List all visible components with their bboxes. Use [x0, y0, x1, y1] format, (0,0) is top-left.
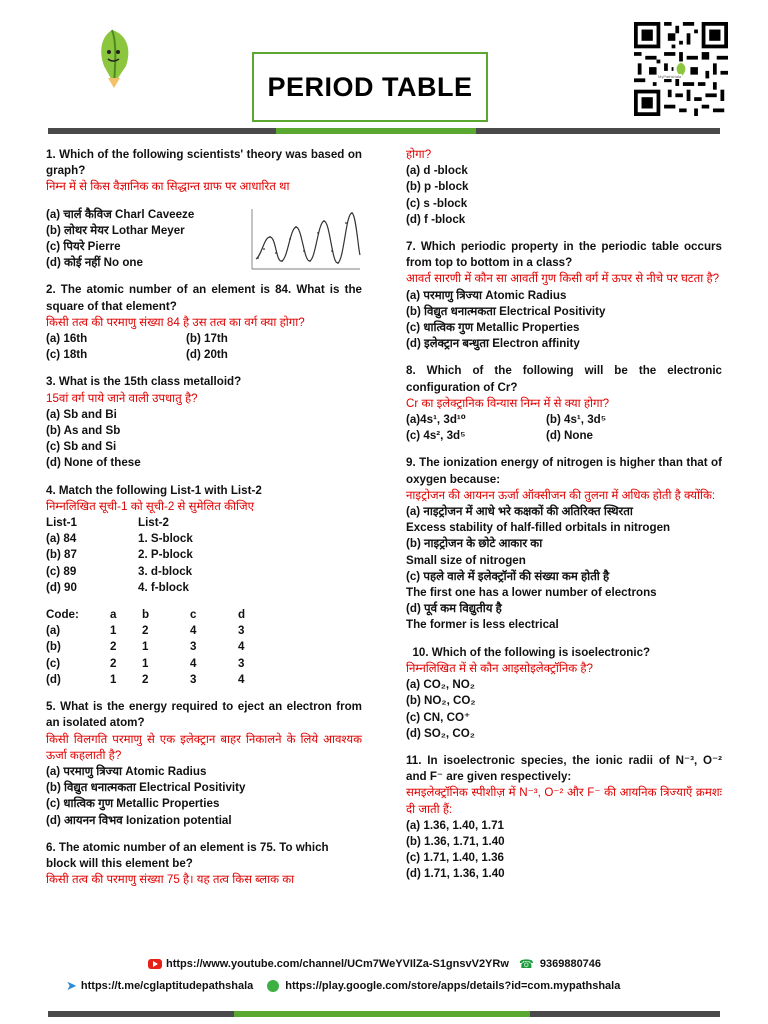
code-cell: 1: [110, 672, 117, 686]
option: (c) s -block: [406, 196, 468, 210]
list-cell: 4. f-block: [138, 580, 189, 594]
footer-row-2: [66, 978, 620, 994]
footer-row-1: [148, 957, 601, 971]
option: The first one has a lower number of electrons: [406, 586, 657, 600]
code-cell: (a): [46, 624, 61, 638]
option: (a) 16th: [46, 332, 88, 346]
option: (d) इलेक्ट्रान बन्धुता Electron affinity: [406, 337, 580, 351]
option: (b) p -block: [406, 180, 469, 194]
option: (a) CO₂, NO₂: [406, 678, 475, 692]
list-cell: 1. S-block: [138, 532, 193, 546]
code-header: a: [110, 608, 117, 622]
list-cell: (c) 89: [46, 564, 77, 578]
telegram-link[interactable]: https://t.me/cglaptitudepathshala: [80, 980, 254, 992]
question-text: 1. Which of the following scientists' theory was based on graph?: [46, 148, 362, 178]
question-text-hindi: Cr का इलेक्ट्रानिक विन्यास निम्न में से क्या होगा?: [406, 396, 610, 410]
option: (c) Sb and Si: [46, 440, 117, 454]
right-column: [406, 147, 722, 883]
playstore-link[interactable]: https://play.google.com/store/apps/details?id=com.mypathshala: [285, 980, 621, 992]
question-3: [46, 374, 362, 471]
question-text-hindi: आवर्त सारणी में कौन सा आवर्ती गुण किसी वर्ग में ऊपर से नीचे पर घटता है?: [406, 272, 720, 286]
option: (b) विद्युत धनात्मकता Electrical Positivity: [46, 781, 246, 795]
question-5: [46, 699, 362, 829]
logo-icon: [92, 26, 136, 90]
option: (d) None of these: [46, 456, 141, 470]
list-cell: (d) 90: [46, 580, 77, 594]
option: (b) नाइट्रोजन के छोटे आकार का: [406, 537, 543, 551]
question-text-hindi: समइलेक्ट्रॉनिक स्पीशीज़ में N⁻³, O⁻² और F⁻ की आयनिक त्रिज्याएँ क्रमशः दी जाती हैं:: [406, 786, 722, 816]
phone-number[interactable]: 9369880746: [539, 958, 602, 970]
option: (a) Sb and Bi: [46, 407, 117, 421]
list-header: List-2: [138, 516, 169, 530]
question-4: [46, 483, 362, 688]
option: (a) परमाणु त्रिज्या Atomic Radius: [46, 764, 207, 778]
question-10: [406, 645, 722, 742]
option: (d) कोई नहीं No one: [46, 256, 143, 270]
qr-code: [634, 22, 728, 116]
option: (c) पहले वाले में इलेक्ट्रॉनों की संख्या कम होती है: [406, 569, 610, 583]
option: (c) 18th: [46, 348, 88, 362]
option: (d) पूर्व कम विद्युतीय है: [406, 602, 502, 616]
question-text: 7. Which periodic property in the periodic table occurs from top to bottom in a class?: [406, 240, 722, 270]
top-bar-dark-right: [476, 128, 720, 134]
code-cell: 3: [190, 672, 197, 686]
bottom-bar-green: [234, 1011, 530, 1017]
question-9: [406, 455, 722, 633]
option: (c) 4s², 3d⁵: [406, 429, 466, 443]
question-text-hindi: किसी तत्व की परमाणु संख्या 84 है उस तत्व का वर्ग क्या होगा?: [46, 315, 305, 329]
match-list: [46, 515, 362, 596]
option: (b) 17th: [186, 332, 228, 346]
option: (a) 1.36, 1.40, 1.71: [406, 818, 504, 832]
option: (a) चार्ल कैविज Charl Caveeze: [46, 207, 195, 221]
code-cell: 4: [238, 640, 245, 654]
option: Excess stability of half-filled orbitals in nitrogen: [406, 521, 671, 535]
playstore-icon: [267, 980, 279, 992]
option: (c) धात्विक गुण Metallic Properties: [406, 321, 580, 335]
option: (a)4s¹, 3d¹⁰: [406, 413, 466, 427]
code-cell: 4: [190, 624, 197, 638]
option: (b) 4s¹, 3d⁵: [546, 413, 607, 427]
list-cell: 2. P-block: [138, 548, 193, 562]
option: (b) NO₂, CO₂: [406, 694, 476, 708]
code-cell: 1: [142, 640, 149, 654]
question-text-hindi: होगा?: [406, 148, 432, 161]
option: (d) f -block: [406, 212, 466, 226]
phone-icon: ☎: [518, 957, 534, 971]
youtube-icon: [148, 959, 162, 969]
top-bar-green: [276, 128, 476, 134]
option: (d) आयनन विभव Ionization potential: [46, 813, 232, 827]
code-cell: 4: [238, 672, 245, 686]
question-7: [406, 239, 722, 352]
option: (a) परमाणु त्रिज्या Atomic Radius: [406, 288, 567, 302]
code-cell: 2: [110, 640, 117, 654]
code-cell: (d): [46, 672, 61, 686]
code-cell: 1: [142, 656, 149, 670]
code-cell: 3: [238, 624, 245, 638]
option: The former is less electrical: [406, 618, 559, 632]
top-bar-dark-left: [48, 128, 276, 134]
question-text-hindi: किसी विलगति परमाणु से एक इलेक्ट्रान बाहर निकालने के लिये आवश्यक ऊर्जा कहलाती है?: [46, 732, 362, 762]
code-cell: 2: [142, 672, 149, 686]
youtube-link[interactable]: https://www.youtube.com/channel/UCm7WeYVIlZa-S1gnsvV2YRw: [166, 958, 509, 970]
question-2: [46, 282, 362, 363]
question-text: 9. The ionization energy of nitrogen is higher than that of oxygen because:: [406, 456, 722, 486]
left-column: [46, 147, 362, 888]
code-cell: 1: [110, 624, 117, 638]
code-cell: (c): [46, 656, 61, 670]
option: (a) d -block: [406, 164, 468, 178]
question-6: [46, 840, 362, 889]
question-text-hindi: 15वां वर्ग पाये जाने वाली उपधातु है?: [46, 391, 198, 405]
question-8: [406, 363, 722, 444]
option: (b) 1.36, 1.71, 1.40: [406, 834, 505, 848]
code-cell: 2: [142, 624, 149, 638]
option: (d) None: [546, 429, 594, 443]
option: (a) नाइट्रोजन में आधे भरे कक्षकों की अतिरिक्त स्थिरता: [406, 505, 633, 519]
telegram-icon: ➤: [66, 978, 77, 993]
question-1: [46, 147, 362, 271]
question-text-hindi: किसी तत्व की परमाणु संख्या 75 है। यह तत्व किस ब्लाक का: [46, 873, 295, 887]
code-header: d: [238, 608, 246, 622]
option: (c) 1.71, 1.40, 1.36: [406, 851, 504, 865]
option: (c) CN, CO⁺: [406, 710, 471, 724]
option: (b) As and Sb: [46, 424, 121, 438]
question-text-hindi: निम्नलिखित में से कौन आइसोइलेक्ट्रॉनिक है?: [406, 661, 593, 675]
list-cell: (a) 84: [46, 532, 77, 546]
option: (b) लोथर मेयर Lothar Meyer: [46, 223, 185, 237]
question-text-hindi: निम्न में से किस वैज्ञानिक का सिद्धान्त ग्राफ पर आधारित था: [46, 180, 290, 194]
bottom-bar-dark-left: [48, 1011, 234, 1017]
question-text: 8. Which of the following will be the electronic configuration of Cr?: [406, 364, 722, 394]
question-text: 10. Which of the following is isoelectronic?: [406, 645, 651, 659]
question-text: 5. What is the energy required to eject an electron from an isolated atom?: [46, 700, 362, 730]
option: (d) SO₂, CO₂: [406, 726, 475, 740]
code-header: c: [190, 608, 197, 622]
code-cell: 2: [110, 656, 117, 670]
list-cell: 3. d-block: [138, 564, 193, 578]
question-11: [406, 753, 722, 883]
question-text: 3. What is the 15th class metalloid?: [46, 375, 242, 389]
option: (d) 20th: [186, 348, 228, 362]
option: (d) 1.71, 1.36, 1.40: [406, 867, 505, 881]
question-text: 6. The atomic number of an element is 75. To which block will this element be?: [46, 840, 329, 870]
page-title: PERIOD TABLE: [267, 71, 473, 102]
question-text: 2. The atomic number of an element is 84. What is the square of that element?: [46, 283, 362, 313]
code-table: [46, 607, 362, 688]
question-6-continued: [406, 147, 722, 228]
question-text: 11. In isoelectronic species, the ionic radii of N⁻³, O⁻² and F⁻ are given respectively:: [406, 753, 722, 784]
code-cell: (b): [46, 640, 61, 654]
question-text-hindi: निम्नलिखित सूची-1 को सूची-2 से सुमेलित कीजिए: [46, 499, 254, 513]
code-cell: 3: [238, 656, 245, 670]
code-cell: 4: [190, 656, 197, 670]
code-header: b: [142, 608, 150, 622]
option: (b) विद्युत धनात्मकता Electrical Positivity: [406, 304, 606, 318]
bottom-bar-dark-right: [530, 1011, 720, 1017]
option: (c) पियरे Pierre: [46, 240, 121, 254]
option: Small size of nitrogen: [406, 553, 526, 567]
option: (c) धात्विक गुण Metallic Properties: [46, 797, 220, 811]
code-cell: 3: [190, 640, 197, 654]
question-text: 4. Match the following List-1 with List-2: [46, 483, 262, 497]
qr-caption: MyPathshala: [658, 74, 682, 79]
question-text-hindi: नाइट्रोजन की आयनन ऊर्जा ऑक्सीजन की तुलना में अधिक होती है क्योंकि:: [406, 488, 716, 502]
list-header: List-1: [46, 516, 77, 530]
code-header: Code:: [46, 608, 79, 622]
list-cell: (b) 87: [46, 548, 77, 562]
page-title-box: [252, 52, 488, 122]
